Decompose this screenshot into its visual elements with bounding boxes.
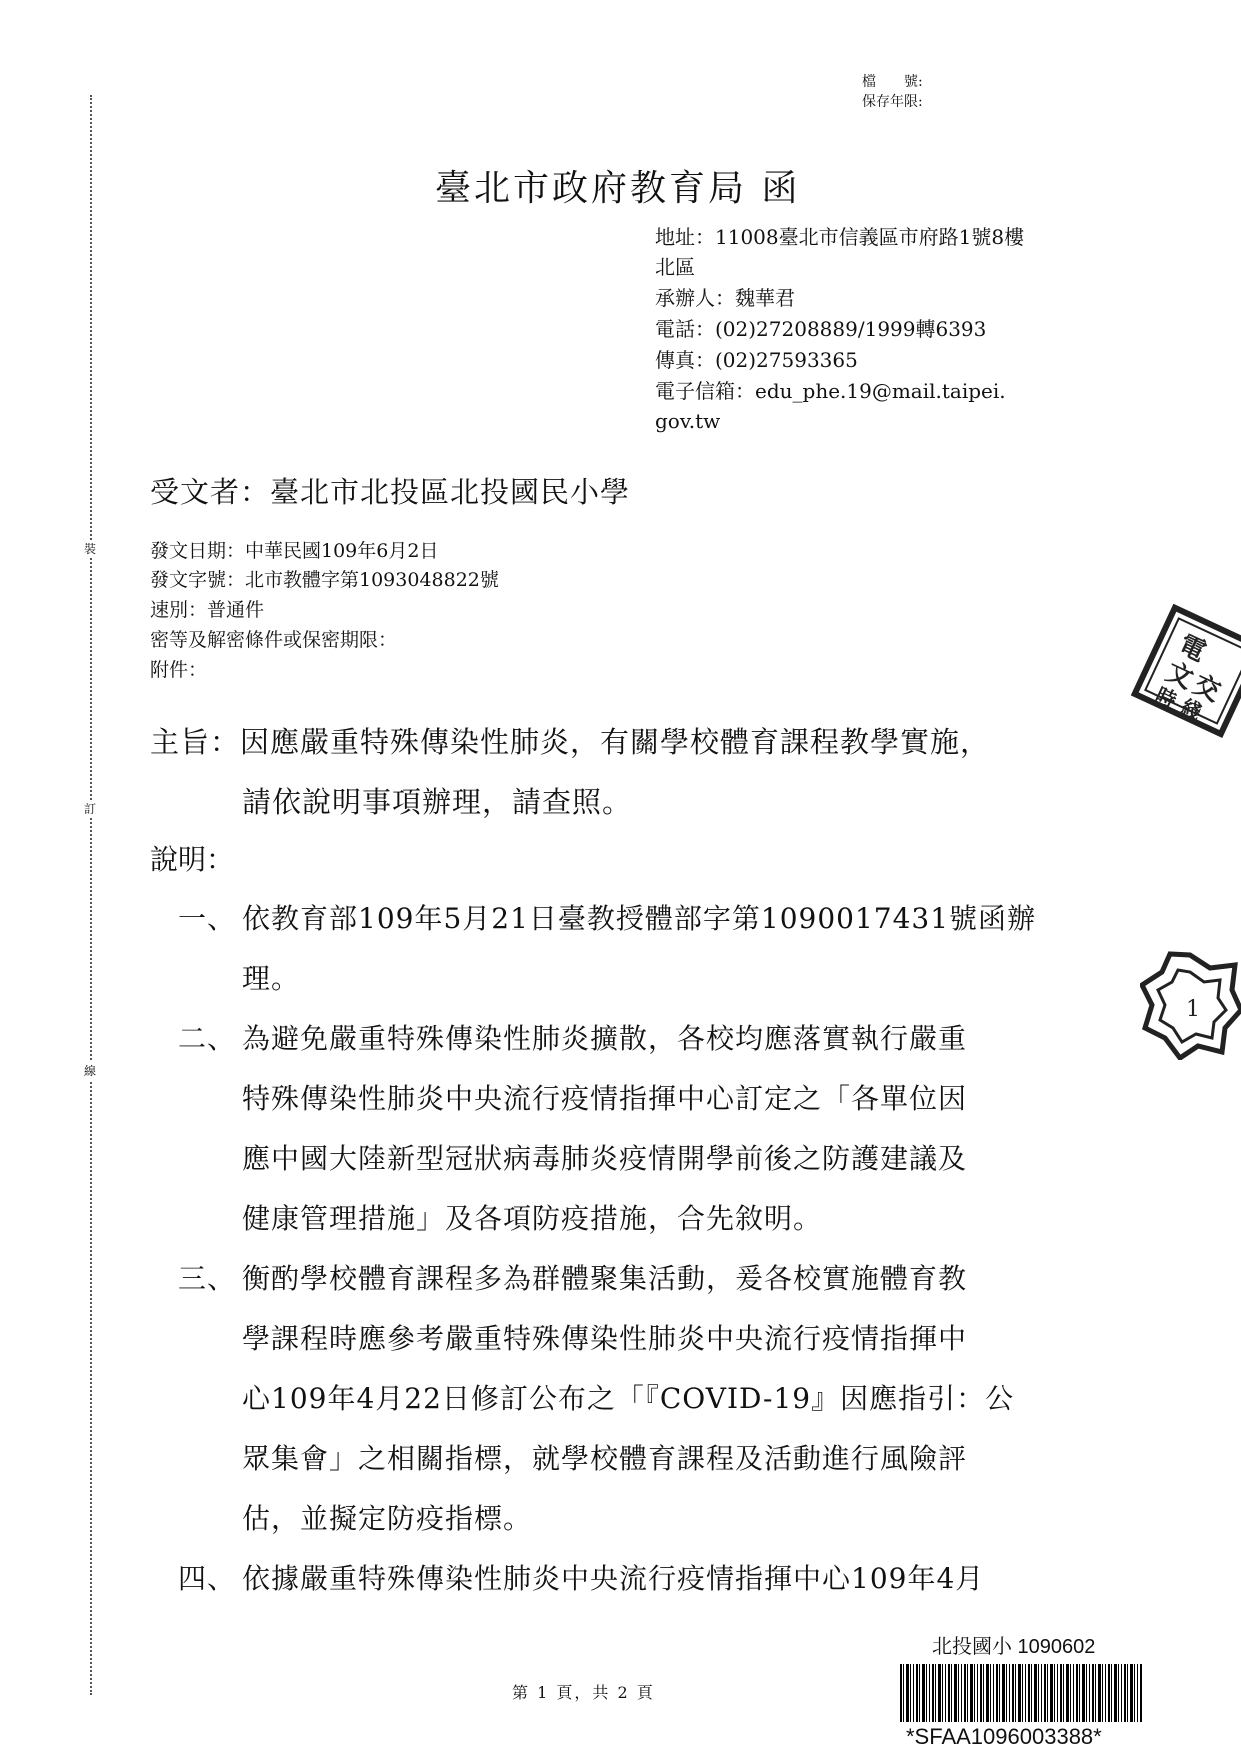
item-2-number: 二、 bbox=[178, 1022, 237, 1055]
item-3-line: 學課程時應參考嚴重特殊傳染性肺炎中央流行疫情指揮中 bbox=[242, 1322, 968, 1355]
svg-text:時: 時 bbox=[1152, 682, 1181, 713]
secrecy-level: 密等及解密條件或保密期限： bbox=[150, 629, 398, 651]
item-1-number: 一、 bbox=[178, 902, 237, 935]
sender-phone: 電話：(02)27208889/1999轉6393 bbox=[655, 317, 987, 341]
item-3-line: 估，並擬定防疫指標。 bbox=[242, 1502, 533, 1535]
delivery-speed: 速別：普通件 bbox=[150, 599, 265, 621]
sender-email: 電子信箱：edu_phe.19@mail.taipei. bbox=[655, 379, 1006, 403]
recipient: 受文者：臺北市北投區北投國民小學 bbox=[150, 475, 631, 509]
binding-dotted-line bbox=[90, 95, 92, 1695]
svg-text:1: 1 bbox=[1186, 997, 1200, 1022]
svg-text:綫: 綫 bbox=[1177, 694, 1206, 725]
sender-address-cont: 北區 bbox=[655, 255, 695, 279]
e-exchange-stamp-icon bbox=[1130, 600, 1241, 740]
item-2-line: 為避免嚴重特殊傳染性肺炎擴散，各校均應落實執行嚴重 bbox=[242, 1022, 968, 1055]
sender-handler: 承辦人：魏華君 bbox=[655, 286, 795, 310]
item-3-line: 衡酌學校體育課程多為群體聚集活動，爰各校實施體育教 bbox=[242, 1262, 968, 1295]
item-3-line: 眾集會」之相關指標，就學校體育課程及活動進行風險評 bbox=[242, 1442, 968, 1475]
item-4-line: 依據嚴重特殊傳染性肺炎中央流行疫情指揮中心109年4月 bbox=[242, 1562, 985, 1595]
seal-stamp-icon bbox=[1140, 950, 1241, 1060]
sender-email-cont: gov.tw bbox=[655, 409, 721, 433]
document-title: 臺北市政府教育局 函 bbox=[435, 168, 801, 209]
item-1-line: 依教育部109年5月21日臺教授體部字第1090017431號函辦 bbox=[242, 902, 1037, 935]
receipt-label: 北投國小 1090602 bbox=[932, 1636, 1096, 1658]
binding-mark-ding: 訂 bbox=[84, 802, 97, 816]
svg-text:電: 電 bbox=[1173, 629, 1211, 669]
item-4-number: 四、 bbox=[178, 1562, 237, 1595]
barcode-icon bbox=[900, 1664, 1142, 1722]
issue-date: 發文日期：中華民國109年6月2日 bbox=[150, 540, 439, 562]
item-3-number: 三、 bbox=[178, 1262, 237, 1295]
svg-text:交: 交 bbox=[1188, 669, 1225, 708]
retention-period: 保存年限: bbox=[862, 94, 923, 110]
sender-fax: 傳真：(02)27593365 bbox=[655, 348, 858, 372]
item-2-line: 應中國大陸新型冠狀病毒肺炎疫情開學前後之防護建議及 bbox=[242, 1142, 968, 1175]
item-2-line: 健康管理措施」及各項防疫措施，合先敘明。 bbox=[242, 1202, 823, 1235]
sender-address: 地址：11008臺北市信義區市府路1號8樓 bbox=[655, 225, 1025, 249]
explanation-title: 說明： bbox=[150, 843, 235, 876]
item-3-line: 心109年4月22日修訂公布之「『COVID-19』因應指引：公 bbox=[242, 1382, 1015, 1415]
attachment-field: 附件： bbox=[150, 659, 208, 681]
archive-number: 檔 號: bbox=[862, 74, 923, 90]
binding-mark-xian: 線 bbox=[84, 1064, 97, 1078]
page-number: 第 1 頁，共 2 頁 bbox=[512, 1683, 655, 1702]
binding-mark-zhuang: 裝 bbox=[84, 542, 97, 556]
item-2-line: 特殊傳染性肺炎中央流行疫情指揮中心訂定之「各單位因 bbox=[242, 1082, 968, 1115]
subject-line-1: 主旨：因應嚴重特殊傳染性肺炎，有關學校體育課程教學實施， bbox=[150, 725, 991, 759]
document-number: 發文字號：北市教體字第1093048822號 bbox=[150, 569, 499, 591]
svg-text:文: 文 bbox=[1161, 657, 1198, 696]
barcode-text: *SFAA1096003388* bbox=[906, 1724, 1102, 1749]
item-1-line: 理。 bbox=[242, 962, 301, 995]
subject-line-2: 請依說明事項辦理，請查照。 bbox=[242, 785, 633, 819]
